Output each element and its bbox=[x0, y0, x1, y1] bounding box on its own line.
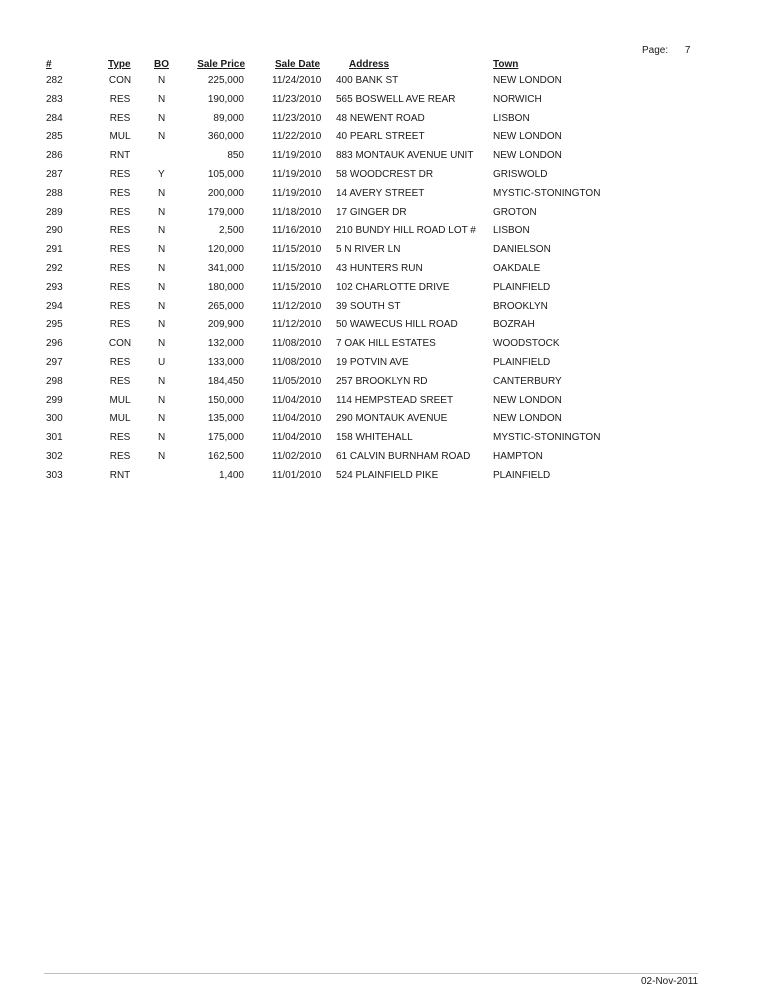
cell-type: CON bbox=[108, 338, 132, 350]
cell-bo: N bbox=[158, 450, 166, 462]
cell-bo: N bbox=[158, 75, 166, 86]
cell-sale-date: 11/18/2010 bbox=[272, 206, 322, 218]
table-row bbox=[0, 147, 768, 166]
cell-type: RNT bbox=[109, 469, 131, 481]
cell-number: 303 bbox=[46, 469, 63, 481]
table-row bbox=[0, 260, 768, 279]
cell-town: PLAINFIELD bbox=[493, 469, 551, 481]
cell-sale-date: 11/22/2010 bbox=[272, 131, 322, 143]
cell-sale-date: 11/19/2010 bbox=[272, 168, 322, 180]
cell-town: MYSTIC-STONINGTON bbox=[493, 432, 601, 444]
table-body bbox=[0, 72, 768, 486]
cell-town: WOODSTOCK bbox=[493, 338, 560, 350]
cell-bo: N bbox=[158, 112, 166, 124]
cell-town: GROTON bbox=[493, 206, 537, 218]
page-indicator bbox=[642, 45, 690, 56]
cell-number: 285 bbox=[46, 131, 63, 143]
table-row bbox=[0, 279, 768, 298]
cell-sale-price: 1,400 bbox=[218, 469, 244, 481]
cell-address: 524 PLAINFIELD PIKE bbox=[336, 469, 439, 481]
cell-number: 293 bbox=[46, 281, 63, 293]
cell-type: RES bbox=[109, 187, 131, 199]
cell-address: 58 WOODCREST DR bbox=[336, 168, 434, 180]
cell-sale-date: 11/23/2010 bbox=[272, 112, 322, 124]
cell-sale-price: 120,000 bbox=[207, 244, 244, 256]
table-row bbox=[0, 354, 768, 373]
cell-address: 210 BUNDY HILL ROAD LOT # bbox=[336, 225, 476, 237]
cell-sale-price: 179,000 bbox=[207, 206, 244, 218]
cell-town: NEW LONDON bbox=[493, 394, 562, 406]
cell-address: 7 OAK HILL ESTATES bbox=[336, 338, 436, 350]
cell-type: RES bbox=[109, 168, 131, 180]
cell-address: 5 N RIVER LN bbox=[336, 244, 401, 256]
cell-number: 302 bbox=[46, 450, 63, 462]
table-row bbox=[0, 128, 768, 147]
cell-number: 283 bbox=[46, 93, 63, 105]
cell-address: 39 SOUTH ST bbox=[336, 300, 401, 312]
cell-number: 294 bbox=[46, 300, 63, 312]
page-label-text: Page: bbox=[642, 45, 669, 56]
cell-town: BROOKLYN bbox=[493, 300, 548, 312]
footer-divider bbox=[44, 973, 698, 974]
table-row bbox=[0, 241, 768, 260]
cell-sale-price: 133,000 bbox=[207, 356, 244, 368]
cell-sale-price: 180,000 bbox=[207, 281, 244, 293]
cell-type: RES bbox=[109, 206, 131, 218]
cell-sale-date: 11/15/2010 bbox=[272, 281, 322, 293]
cell-sale-date: 11/23/2010 bbox=[272, 93, 322, 105]
cell-sale-date: 11/08/2010 bbox=[272, 338, 322, 350]
table-header-row bbox=[0, 56, 768, 72]
cell-type: RES bbox=[109, 244, 131, 256]
cell-bo: N bbox=[158, 262, 166, 274]
cell-sale-price: 225,000 bbox=[207, 75, 244, 86]
cell-bo: N bbox=[158, 187, 166, 199]
table-row bbox=[0, 110, 768, 129]
cell-number: 289 bbox=[46, 206, 63, 218]
cell-number: 287 bbox=[46, 168, 63, 180]
cell-town: CANTERBURY bbox=[493, 375, 562, 387]
cell-sale-price: 175,000 bbox=[207, 432, 244, 444]
cell-sale-price: 89,000 bbox=[213, 112, 244, 124]
cell-sale-date: 11/02/2010 bbox=[272, 450, 322, 462]
table-row bbox=[0, 373, 768, 392]
cell-type: MUL bbox=[109, 394, 131, 406]
cell-town: PLAINFIELD bbox=[493, 281, 551, 293]
cell-bo: N bbox=[158, 281, 166, 293]
cell-number: 288 bbox=[46, 187, 63, 199]
cell-sale-price: 105,000 bbox=[207, 168, 244, 180]
cell-address: 61 CALVIN BURNHAM ROAD bbox=[336, 450, 471, 462]
cell-town: GRISWOLD bbox=[493, 168, 548, 180]
cell-sale-price: 209,900 bbox=[207, 319, 244, 331]
cell-sale-date: 11/16/2010 bbox=[272, 225, 322, 237]
cell-sale-price: 265,000 bbox=[207, 300, 244, 312]
table-row bbox=[0, 91, 768, 110]
cell-address: 19 POTVIN AVE bbox=[336, 356, 409, 368]
table-row bbox=[0, 166, 768, 185]
cell-town: LISBON bbox=[493, 112, 530, 124]
cell-town: MYSTIC-STONINGTON bbox=[493, 187, 601, 199]
table-row bbox=[0, 316, 768, 335]
sales-table bbox=[0, 56, 768, 486]
column-header-bo: BO bbox=[154, 59, 169, 70]
cell-sale-price: 200,000 bbox=[207, 187, 244, 199]
cell-number: 292 bbox=[46, 262, 63, 274]
cell-type: RES bbox=[109, 450, 131, 462]
cell-sale-price: 2,500 bbox=[218, 225, 244, 237]
table-row bbox=[0, 335, 768, 354]
cell-sale-date: 11/08/2010 bbox=[272, 356, 322, 368]
cell-bo: N bbox=[158, 338, 166, 350]
cell-type: RES bbox=[109, 432, 131, 444]
cell-sale-date: 11/01/2010 bbox=[272, 469, 322, 481]
cell-bo: U bbox=[158, 356, 166, 368]
table-row bbox=[0, 467, 768, 486]
footer-date: 02-Nov-2011 bbox=[641, 976, 699, 987]
cell-town: LISBON bbox=[493, 225, 530, 237]
column-header-sale-date: Sale Date bbox=[275, 59, 321, 70]
cell-town: NEW LONDON bbox=[493, 131, 562, 143]
column-header-type: Type bbox=[108, 59, 131, 70]
cell-bo: N bbox=[158, 394, 166, 406]
cell-address: 50 WAWECUS HILL ROAD bbox=[336, 319, 458, 331]
cell-number: 295 bbox=[46, 319, 63, 331]
cell-type: RES bbox=[109, 93, 131, 105]
cell-address: 883 MONTAUK AVENUE UNIT bbox=[336, 150, 474, 162]
cell-type: CON bbox=[108, 75, 132, 86]
cell-sale-date: 11/24/2010 bbox=[272, 75, 322, 86]
cell-town: DANIELSON bbox=[493, 244, 551, 256]
cell-bo: N bbox=[158, 131, 166, 143]
cell-town: NORWICH bbox=[493, 93, 542, 105]
cell-address: 565 BOSWELL AVE REAR bbox=[336, 93, 456, 105]
cell-number: 290 bbox=[46, 225, 63, 237]
cell-sale-date: 11/05/2010 bbox=[272, 375, 322, 387]
cell-type: RES bbox=[109, 112, 131, 124]
cell-address: 290 MONTAUK AVENUE bbox=[336, 413, 448, 425]
cell-number: 297 bbox=[46, 356, 63, 368]
table-row bbox=[0, 298, 768, 317]
page-number: 7 bbox=[684, 45, 691, 56]
cell-bo: N bbox=[158, 225, 166, 237]
cell-town: NEW LONDON bbox=[493, 150, 562, 162]
cell-number: 284 bbox=[46, 112, 63, 124]
cell-type: RES bbox=[109, 319, 131, 331]
cell-bo: N bbox=[158, 93, 166, 105]
cell-number: 300 bbox=[46, 413, 63, 425]
cell-sale-price: 150,000 bbox=[207, 394, 244, 406]
cell-type: MUL bbox=[109, 131, 131, 143]
cell-bo: N bbox=[158, 206, 166, 218]
cell-address: 400 BANK ST bbox=[336, 75, 399, 86]
cell-address: 257 BROOKLYN RD bbox=[336, 375, 428, 387]
cell-type: RES bbox=[109, 281, 131, 293]
cell-bo: N bbox=[158, 413, 166, 425]
cell-type: MUL bbox=[109, 413, 131, 425]
cell-sale-price: 190,000 bbox=[207, 93, 244, 105]
table-row bbox=[0, 410, 768, 429]
cell-type: RES bbox=[109, 375, 131, 387]
cell-sale-date: 11/12/2010 bbox=[272, 300, 322, 312]
cell-number: 291 bbox=[46, 244, 63, 256]
cell-type: RES bbox=[109, 225, 131, 237]
cell-number: 299 bbox=[46, 394, 63, 406]
cell-bo: N bbox=[158, 300, 166, 312]
cell-bo: N bbox=[158, 244, 166, 256]
cell-town: NEW LONDON bbox=[493, 75, 562, 86]
cell-town: PLAINFIELD bbox=[493, 356, 551, 368]
cell-address: 40 PEARL STREET bbox=[336, 131, 425, 143]
column-header-number: # bbox=[46, 59, 52, 70]
cell-address: 158 WHITEHALL bbox=[336, 432, 413, 444]
cell-sale-date: 11/15/2010 bbox=[272, 244, 322, 256]
cell-sale-price: 850 bbox=[227, 150, 244, 162]
cell-sale-price: 162,500 bbox=[207, 450, 244, 462]
column-header-town: Town bbox=[493, 59, 519, 70]
cell-address: 17 GINGER DR bbox=[336, 206, 407, 218]
cell-type: RES bbox=[109, 356, 131, 368]
cell-sale-price: 184,450 bbox=[207, 375, 244, 387]
cell-number: 286 bbox=[46, 150, 63, 162]
column-header-address: Address bbox=[349, 59, 390, 70]
cell-sale-date: 11/15/2010 bbox=[272, 262, 322, 274]
cell-address: 48 NEWENT ROAD bbox=[336, 112, 425, 124]
cell-type: RES bbox=[109, 300, 131, 312]
cell-sale-date: 11/04/2010 bbox=[272, 394, 322, 406]
table-row bbox=[0, 185, 768, 204]
cell-sale-price: 132,000 bbox=[207, 338, 244, 350]
cell-sale-date: 11/04/2010 bbox=[272, 432, 322, 444]
cell-sale-date: 11/12/2010 bbox=[272, 319, 322, 331]
cell-sale-date: 11/04/2010 bbox=[272, 413, 322, 425]
cell-sale-price: 135,000 bbox=[207, 413, 244, 425]
cell-town: OAKDALE bbox=[493, 262, 541, 274]
cell-number: 296 bbox=[46, 338, 63, 350]
cell-sale-price: 341,000 bbox=[207, 262, 244, 274]
cell-address: 43 HUNTERS RUN bbox=[336, 262, 423, 274]
table-row bbox=[0, 448, 768, 467]
table-row bbox=[0, 222, 768, 241]
cell-type: RES bbox=[109, 262, 131, 274]
cell-number: 298 bbox=[46, 375, 63, 387]
cell-sale-price: 360,000 bbox=[207, 131, 244, 143]
cell-bo: N bbox=[158, 432, 166, 444]
cell-town: HAMPTON bbox=[493, 450, 543, 462]
cell-bo: Y bbox=[158, 168, 165, 180]
cell-address: 102 CHARLOTTE DRIVE bbox=[336, 281, 450, 293]
table-row bbox=[0, 72, 768, 91]
table-row bbox=[0, 429, 768, 448]
cell-town: BOZRAH bbox=[493, 319, 535, 331]
cell-number: 282 bbox=[46, 75, 63, 86]
cell-bo: N bbox=[158, 319, 166, 331]
cell-sale-date: 11/19/2010 bbox=[272, 150, 322, 162]
cell-type: RNT bbox=[109, 150, 131, 162]
cell-bo: N bbox=[158, 375, 166, 387]
cell-town: NEW LONDON bbox=[493, 413, 562, 425]
cell-number: 301 bbox=[46, 432, 63, 444]
cell-address: 14 AVERY STREET bbox=[336, 187, 425, 199]
cell-sale-date: 11/19/2010 bbox=[272, 187, 322, 199]
cell-address: 114 HEMPSTEAD SREET bbox=[336, 394, 454, 406]
table-row bbox=[0, 392, 768, 411]
column-header-sale-price: Sale Price bbox=[197, 59, 245, 70]
table-row bbox=[0, 204, 768, 223]
